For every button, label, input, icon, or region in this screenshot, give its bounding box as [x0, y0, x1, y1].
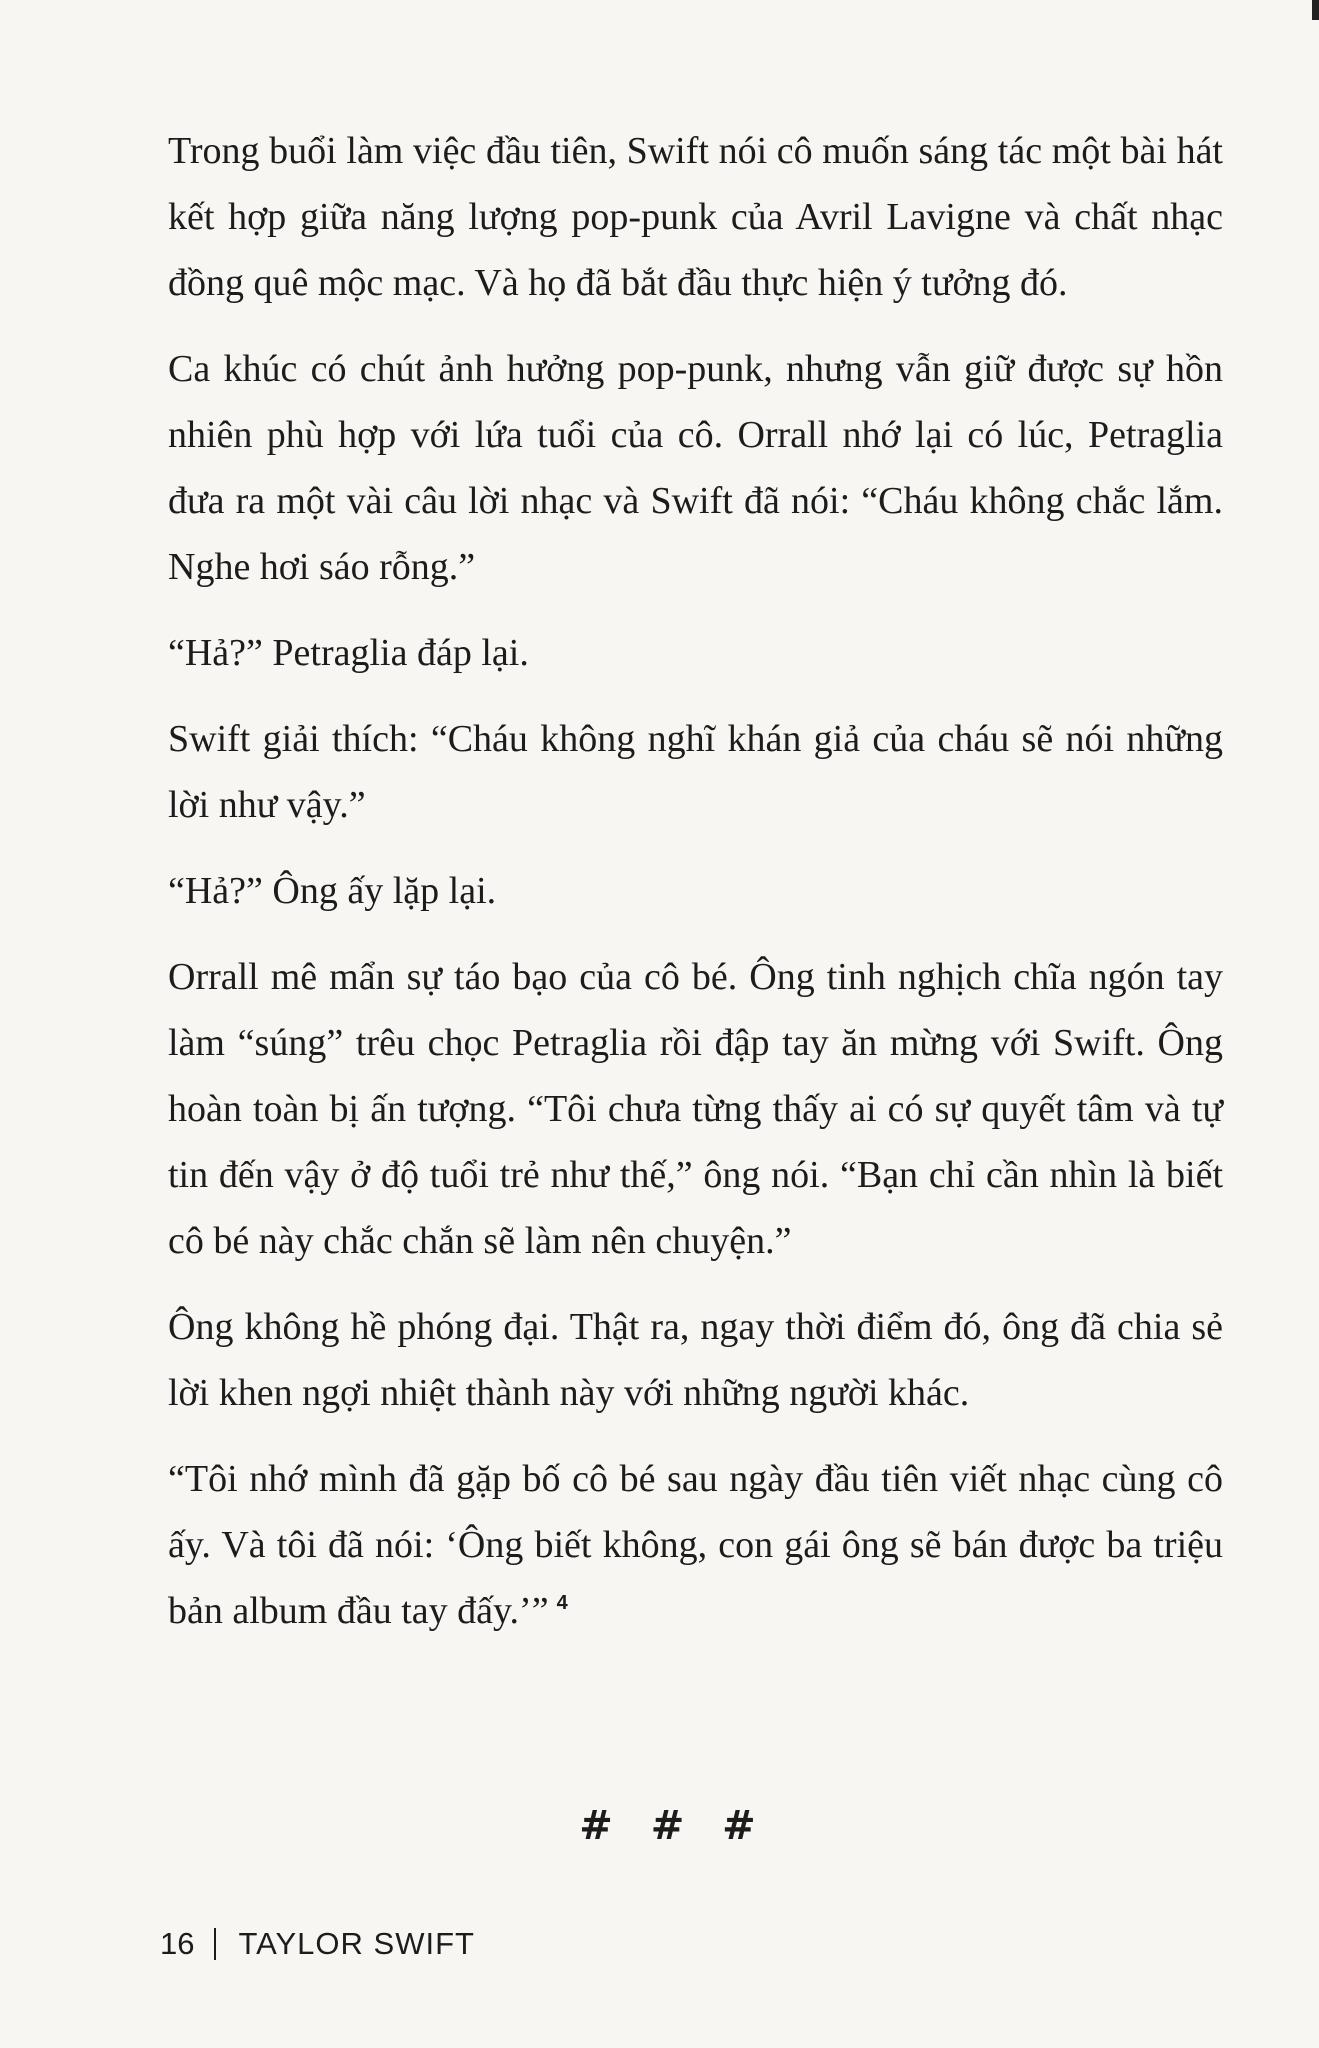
paragraph: Swift giải thích: “Cháu không nghĩ khán giả của cháu sẽ nói những lời như vậy.” [168, 718, 1223, 826]
paragraph: “Hả?” Ông ấy lặp lại. [168, 870, 497, 912]
paragraph: Ông không hề phóng đại. Thật ra, ngay thời điểm đó, ông đã chia sẻ lời khen ngợi nhiệt thành này với những người khác. [168, 1306, 1223, 1414]
section-separator: # # # [579, 1802, 768, 1849]
paragraph-text: “Tôi nhớ mình đã gặp bố cô bé sau ngày đầu tiên viết nhạc cùng cô ấy. Và tôi đã nói: ‘Ông biết không, con gái ông sẽ bán được ba triệu bản album đầu tay đấy.’” [168, 1458, 1223, 1632]
page-number: 16 [160, 1926, 195, 1961]
paragraph: Trong buổi làm việc đầu tiên, Swift nói cô muốn sáng tác một bài hát kết hợp giữa năng lượng pop-punk của Avril Lavigne và chất nhạc đồng quê mộc mạc. Và họ đã bắt đầu thực hiện ý tưởng đó. [168, 130, 1223, 304]
page-edge-mark [1312, 0, 1319, 20]
footer-divider [214, 1928, 216, 1960]
body-text [168, 118, 1223, 1664]
running-title: TAYLOR SWIFT [238, 1926, 475, 1961]
paragraph: Orrall mê mẩn sự táo bạo của cô bé. Ông tinh nghịch chĩa ngón tay làm “súng” trêu chọc Petraglia rồi đập tay ăn mừng với Swift. Ông hoàn toàn bị ấn tượng. “Tôi chưa từng thấy ai có sự quyết tâm và tự tin đến vậy ở độ tuổi trẻ như thế,” ông nói. “Bạn chỉ cần nhìn là biết cô bé này chắc chắn sẽ làm nên chuyện.” [168, 956, 1223, 1262]
paragraph-with-footnote [168, 1446, 1223, 1644]
paragraph: Ca khúc có chút ảnh hưởng pop-punk, nhưng vẫn giữ được sự hồn nhiên phù hợp với lứa tuổi của cô. Orrall nhớ lại có lúc, Petraglia đưa ra một vài câu lời nhạc và Swift đã nói: “Cháu không chắc lắm. Nghe hơi sáo rỗng.” [168, 348, 1223, 588]
paragraph: “Hả?” Petraglia đáp lại. [168, 632, 529, 674]
footnote-marker: 4 [556, 1592, 568, 1615]
page-footer [160, 1926, 475, 1962]
